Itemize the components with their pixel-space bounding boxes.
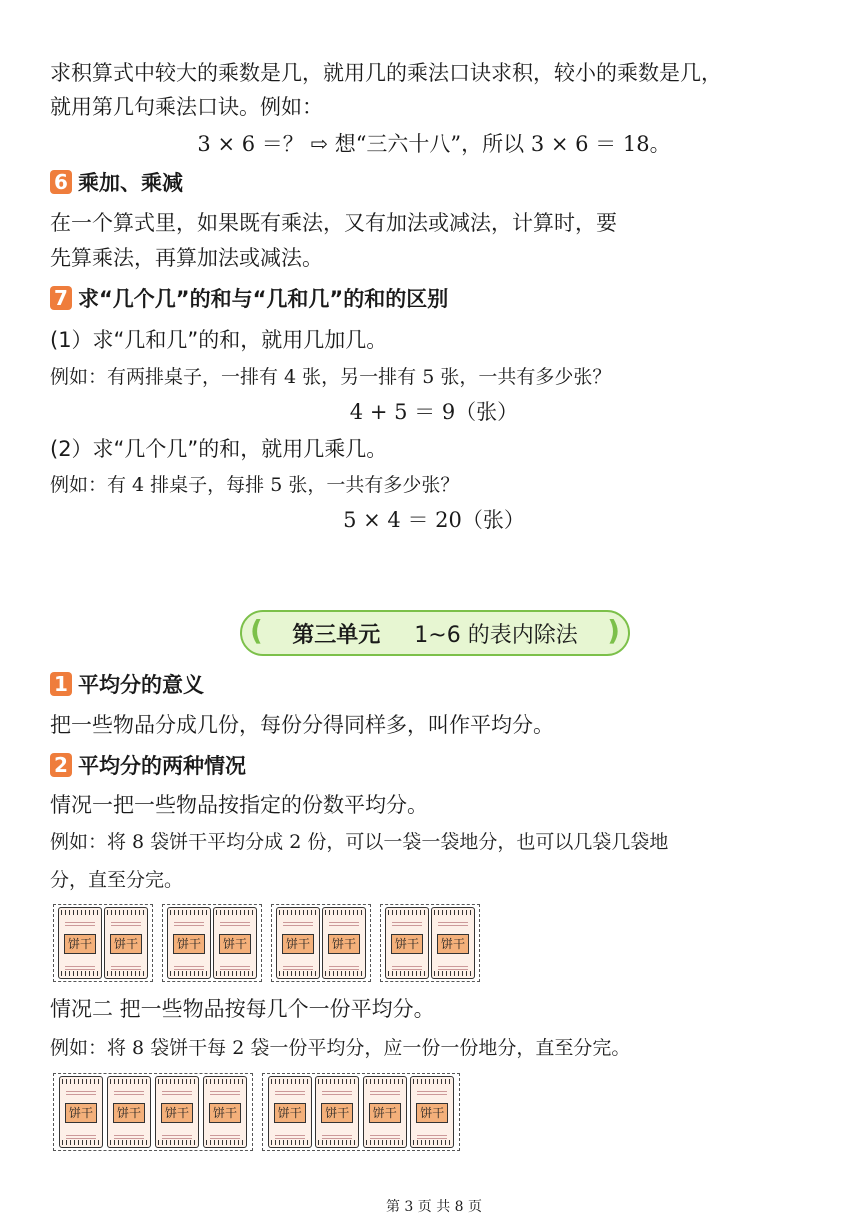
biscuit-bag [385, 907, 429, 979]
section-number-badge: 7 [50, 286, 72, 310]
banner-right-bracket: ) [607, 614, 620, 647]
section-7-case-2: (2）求“几个几”的和，就用几乘几。 [50, 437, 388, 461]
biscuit-bag [322, 907, 366, 979]
biscuit-bag [276, 907, 320, 979]
biscuit-bag [363, 1076, 407, 1148]
biscuit-bag [203, 1076, 247, 1148]
section-2-case-2: 情况二 把一些物品按每几个一份平均分。 [50, 997, 435, 1021]
section-7-case-1-formula: 4 + 5 ＝ 9（张） [349, 400, 519, 424]
biscuit-bag [213, 907, 257, 979]
section-7-case-1-example: 例如：有两排桌子，一排有 4 张，另一排有 5 张，一共有多少张？ [50, 366, 612, 388]
section-7-case-2-example: 例如：有 4 排桌子，每排 5 张，一共有多少张？ [50, 474, 460, 496]
biscuit-label: 饼干 [416, 1103, 448, 1123]
biscuit-label: 饼干 [110, 934, 142, 954]
biscuit-group [271, 904, 371, 982]
unit-title: 1~6 的表内除法 [414, 622, 578, 648]
section-2-heading [50, 750, 246, 780]
biscuit-label: 饼干 [369, 1103, 401, 1123]
unit-label: 第三单元 [292, 622, 381, 648]
section-number-badge: 2 [50, 753, 72, 777]
biscuit-group [53, 904, 153, 982]
biscuit-label: 饼干 [282, 934, 314, 954]
biscuit-label: 饼干 [65, 1103, 97, 1123]
biscuit-bag [58, 907, 102, 979]
section-number-badge: 6 [50, 170, 72, 194]
unit-banner [240, 610, 630, 656]
intro-line-2: 就用第几句乘法口诀。例如： [50, 95, 323, 119]
biscuit-label: 饼干 [274, 1103, 306, 1123]
biscuit-label: 饼干 [328, 934, 360, 954]
biscuit-group [162, 904, 262, 982]
biscuit-label: 饼干 [113, 1103, 145, 1123]
section-2-case-2-example: 例如：将 8 袋饼干每 2 袋一份平均分，应一份一份地分，直至分完。 [50, 1037, 631, 1059]
biscuit-bag [268, 1076, 312, 1148]
biscuit-label: 饼干 [209, 1103, 241, 1123]
section-1-text: 把一些物品分成几份，每份分得同样多，叫作平均分。 [50, 713, 554, 737]
section-title: 平均分的意义 [78, 673, 204, 697]
section-7-heading [50, 283, 448, 313]
biscuit-bag [59, 1076, 103, 1148]
banner-left-bracket: ( [250, 614, 263, 647]
biscuit-bag [155, 1076, 199, 1148]
biscuit-label: 饼干 [64, 934, 96, 954]
section-number-badge: 1 [50, 672, 72, 696]
biscuit-group [53, 1073, 253, 1151]
section-1-heading [50, 669, 204, 699]
biscuit-bag [315, 1076, 359, 1148]
section-7-case-1: (1）求“几和几”的和，就用几加几。 [50, 328, 388, 352]
page-footer: 第 3 页 共 8 页 [385, 1199, 483, 1215]
section-6-heading [50, 167, 183, 197]
biscuit-group [262, 1073, 460, 1151]
biscuit-label: 饼干 [391, 934, 423, 954]
intro-example: 3 × 6 ＝？ ⇨ 想“三六十八”，所以 3 × 6 ＝ 18。 [197, 132, 671, 156]
section-2-case-1: 情况一把一些物品按指定的份数平均分。 [50, 793, 428, 817]
section-title: 乘加、乘减 [78, 171, 183, 195]
biscuit-label: 饼干 [437, 934, 469, 954]
intro-line-1: 求积算式中较大的乘数是几，就用几的乘法口诀求积，较小的乘数是几， [50, 61, 722, 85]
section-title: 平均分的两种情况 [78, 754, 246, 778]
biscuit-label: 饼干 [321, 1103, 353, 1123]
biscuit-group [380, 904, 480, 982]
section-2-case-1-example-line-2: 分，直至分完。 [50, 869, 184, 891]
section-2-case-1-example-line-1: 例如：将 8 袋饼干平均分成 2 份，可以一袋一袋地分，也可以几袋几袋地 [50, 831, 669, 853]
section-title: 求“几个几”的和与“几和几”的和的区别 [78, 287, 449, 311]
biscuit-bag [410, 1076, 454, 1148]
biscuit-bag [431, 907, 475, 979]
biscuit-bag [167, 907, 211, 979]
biscuit-label: 饼干 [173, 934, 205, 954]
section-6-line-1: 在一个算式里，如果既有乘法，又有加法或减法，计算时，要 [50, 211, 617, 235]
biscuit-bag [107, 1076, 151, 1148]
section-7-case-2-formula: 5 × 4 ＝ 20（张） [343, 508, 525, 532]
biscuit-label: 饼干 [219, 934, 251, 954]
biscuit-label: 饼干 [161, 1103, 193, 1123]
biscuit-bag [104, 907, 148, 979]
section-6-line-2: 先算乘法，再算加法或减法。 [50, 246, 323, 270]
